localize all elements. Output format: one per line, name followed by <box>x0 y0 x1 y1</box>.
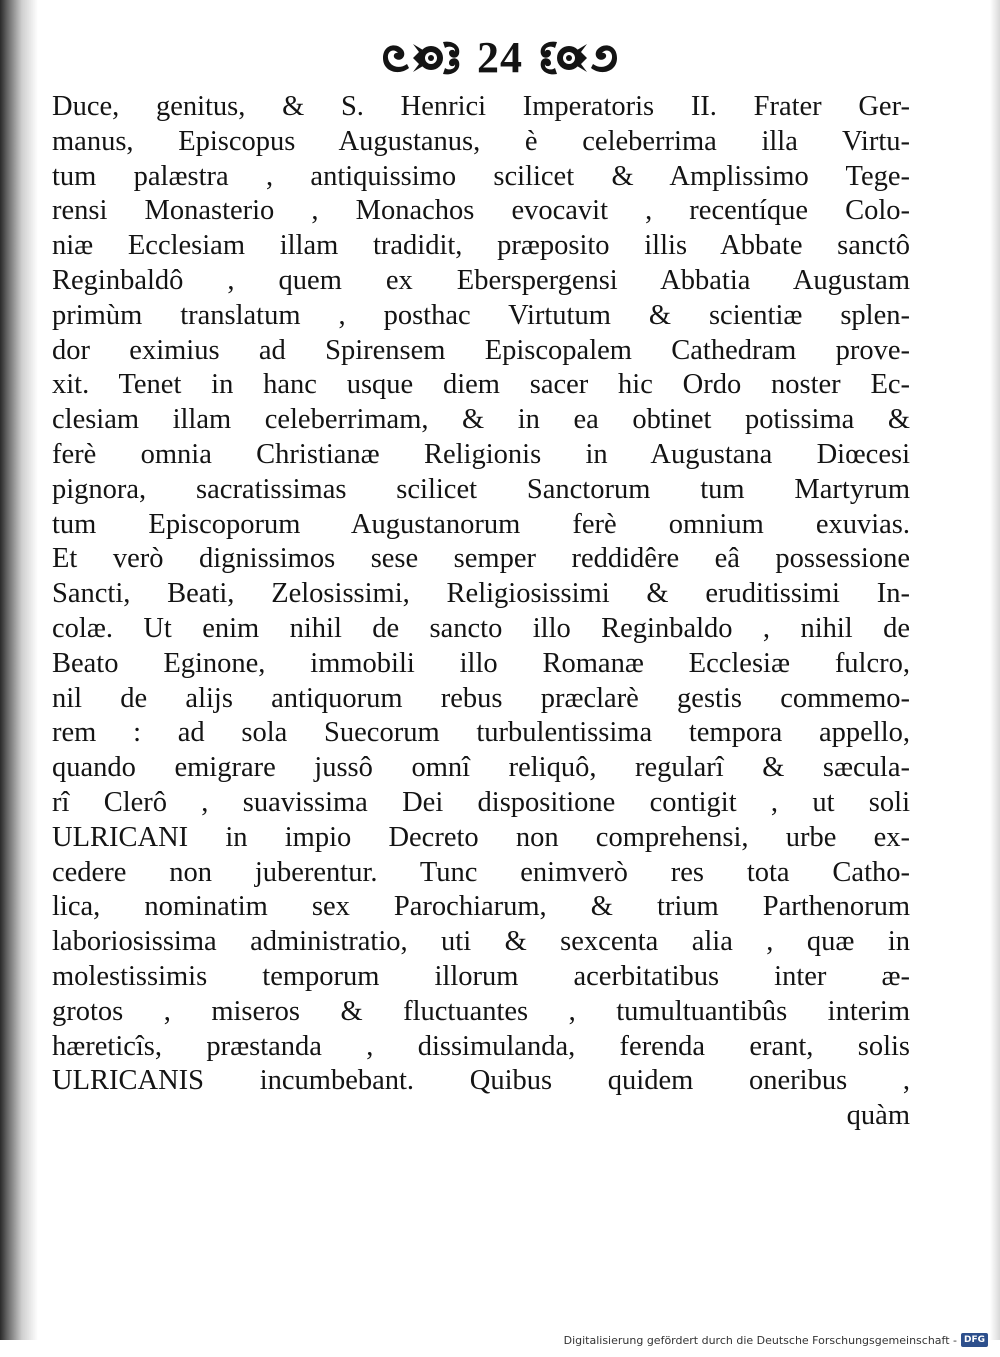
text-line: Reginbaldô , quem ex Eberspergensi Abbatia Augustam <box>52 264 910 296</box>
text-line: primùm translatum , posthac Virtutum & scientiæ splen- <box>52 299 910 331</box>
text-line: rensi Monasterio , Monachos evocavit , recentíque Colo- <box>52 195 910 227</box>
text-line: Sancti, Beati, Zelosissimi, Religiosissimi & eruditissimi In- <box>52 578 910 610</box>
body-text <box>52 90 910 1134</box>
text-line: ULRICANI in impio Decreto non comprehensi, urbe ex- <box>52 821 910 853</box>
text-line: rî Clerô , suavissima Dei dispositione contigit , ut soli <box>52 786 910 818</box>
text-line: tum palæstra , antiquissimo scilicet & Amplissimo Tege- <box>52 160 910 192</box>
text-line: laboriosissima administratio, uti & sexcenta alia , quæ in <box>52 926 910 958</box>
text-line: ferè omnia Christianæ Religionis in Augustana Diœcesi <box>52 438 910 470</box>
text-line: nil de alijs antiquorum rebus præclarè gestis commemo- <box>52 682 910 714</box>
page-number: 24 <box>477 33 523 82</box>
scan-shadow-left <box>0 0 38 1340</box>
text-line: cedere non juberentur. Tunc enimverò res tota Catho- <box>52 856 910 888</box>
text-line: Et verò dignissimos sese semper reddidêre eâ possessione <box>52 543 910 575</box>
text-line: hæreticîs, præstanda , dissimulanda, ferenda erant, solis <box>52 1030 910 1062</box>
text-line: xit. Tenet in hanc usque diem sacer hic Ordo noster Ec- <box>52 369 910 401</box>
text-line: ULRICANIS incumbebant. Quibus quidem oneribus , <box>52 1065 910 1097</box>
fleuron-ornament-icon <box>537 36 621 80</box>
dfg-logo: DFG <box>961 1333 988 1347</box>
catchword: quàm <box>846 1100 910 1132</box>
scan-shadow-right <box>990 0 1000 1340</box>
text-line: niæ Ecclesiam illam tradidit, præposito illis Abbate sanctô <box>52 230 910 262</box>
page-header <box>0 30 1000 86</box>
text-line: Beato Eginone, immobili illo Romanæ Ecclesiæ fulcro, <box>52 647 910 679</box>
fleuron-ornament-icon <box>379 36 463 80</box>
text-line: manus, Episcopus Augustanus, è celeberrima illa Virtu- <box>52 125 910 157</box>
text-line: Duce, genitus, & S. Henrici Imperatoris II. Frater Ger- <box>52 91 910 122</box>
text-line: colæ. Ut enim nihil de sancto illo Reginbaldo , nihil de <box>52 612 910 644</box>
digitization-credit <box>564 1331 988 1349</box>
text-line: pignora, sacratissimas scilicet Sanctorum tum Martyrum <box>52 473 910 505</box>
text-line: grotos , miseros & fluctuantes , tumultuantibûs interim <box>52 995 910 1027</box>
text-line: lica, nominatim sex Parochiarum, & trium Parthenorum <box>52 891 910 923</box>
text-line: dor eximius ad Spirensem Episcopalem Cathedram prove- <box>52 334 910 366</box>
text-line: clesiam illam celeberrimam, & in ea obtinet potissima & <box>52 404 910 436</box>
text-line: quando emigrare jussô omnî reliquô, regularî & sæcula- <box>52 752 910 784</box>
credit-text: Digitalisierung gefördert durch die Deutsche Forschungsgemeinschaft - <box>563 1333 957 1347</box>
text-line: tum Episcoporum Augustanorum ferè omnium exuvias. <box>52 508 910 540</box>
text-line: rem : ad sola Suecorum turbulentissima tempora appello, <box>52 717 910 749</box>
text-line: molestissimis temporum illorum acerbitatibus inter æ- <box>52 960 910 992</box>
